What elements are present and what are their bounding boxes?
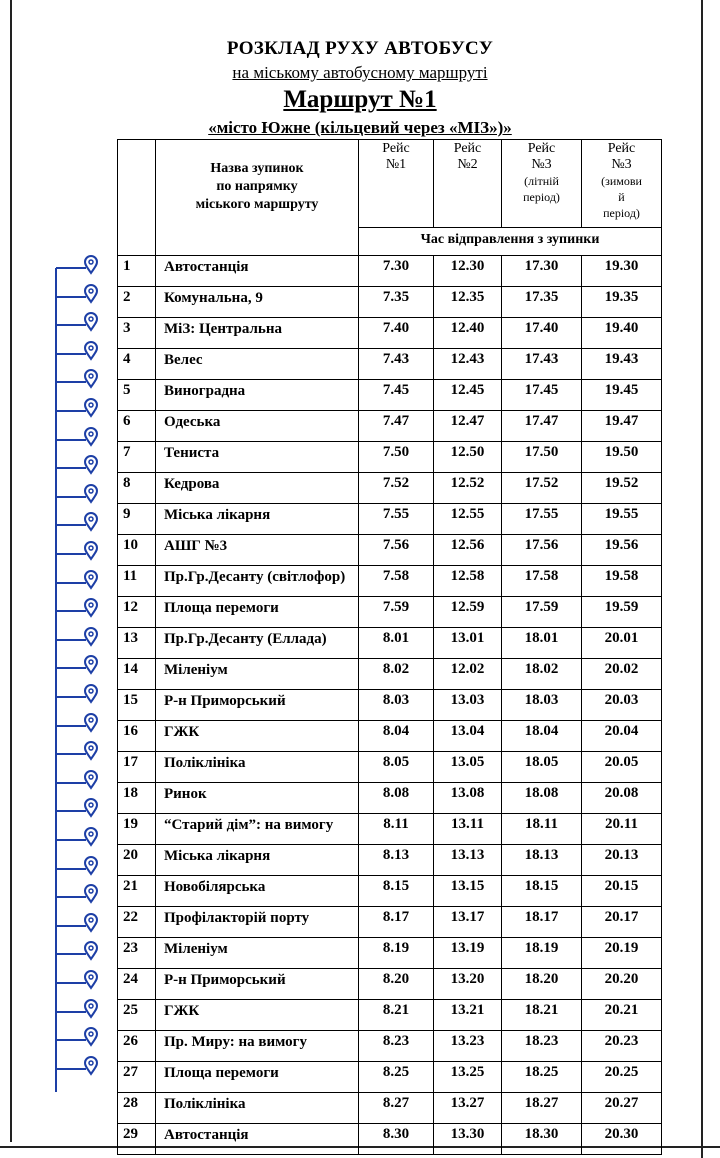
stop-number: 3 — [118, 318, 156, 349]
departure-time: 19.55 — [582, 504, 662, 535]
map-pin-icon — [56, 484, 106, 506]
departure-time: 19.35 — [582, 287, 662, 318]
departure-time: 20.23 — [582, 1031, 662, 1062]
departure-time: 13.17 — [434, 907, 502, 938]
stop-number: 28 — [118, 1093, 156, 1124]
departure-time: 18.25 — [502, 1062, 582, 1093]
stop-name: Пр.Гр.Десанту (світлофор) — [156, 566, 359, 597]
departure-time: 18.21 — [502, 1000, 582, 1031]
departure-time: 20.13 — [582, 845, 662, 876]
table-row — [118, 721, 662, 752]
departure-time: 18.13 — [502, 845, 582, 876]
departure-time: 20.04 — [582, 721, 662, 752]
departure-time: 20.05 — [582, 752, 662, 783]
stop-number: 2 — [118, 287, 156, 318]
number-header-cell — [118, 140, 156, 256]
header-row — [118, 140, 662, 228]
stop-number: 29 — [118, 1124, 156, 1155]
table-row — [118, 442, 662, 473]
departure-time: 8.04 — [359, 721, 434, 752]
map-pin-icon — [56, 369, 106, 391]
departure-time: 13.20 — [434, 969, 502, 1000]
table-row — [118, 752, 662, 783]
stop-number: 15 — [118, 690, 156, 721]
departure-time-label: Час відправлення з зупинки — [359, 228, 662, 256]
departure-time: 17.58 — [502, 566, 582, 597]
stop-name: ГЖК — [156, 1000, 359, 1031]
departure-time: 19.45 — [582, 380, 662, 411]
map-pin-icon — [56, 627, 106, 649]
stop-name: МіЗ: Центральна — [156, 318, 359, 349]
run-3-summer-header — [502, 140, 582, 228]
table-row — [118, 1062, 662, 1093]
departure-time: 17.43 — [502, 349, 582, 380]
stop-number: 19 — [118, 814, 156, 845]
run-header-line: період) — [603, 206, 640, 220]
run-header-line: №3 — [611, 157, 632, 172]
map-pin-icon — [56, 1056, 106, 1078]
stop-number: 21 — [118, 876, 156, 907]
departure-time: 8.21 — [359, 1000, 434, 1031]
stop-number: 5 — [118, 380, 156, 411]
table-row — [118, 907, 662, 938]
departure-time: 17.56 — [502, 535, 582, 566]
departure-time: 20.20 — [582, 969, 662, 1000]
stop-name: Одеська — [156, 411, 359, 442]
map-pin-icon — [56, 655, 106, 677]
departure-time: 18.02 — [502, 659, 582, 690]
departure-time: 12.43 — [434, 349, 502, 380]
departure-time: 13.23 — [434, 1031, 502, 1062]
departure-time: 8.08 — [359, 783, 434, 814]
departure-time: 19.40 — [582, 318, 662, 349]
map-pin-icon — [56, 455, 106, 477]
table-row — [118, 349, 662, 380]
table-row — [118, 1124, 662, 1155]
document-title: РОЗКЛАД РУХУ АВТОБУСУ — [226, 38, 494, 59]
map-pin-icon — [56, 741, 106, 763]
table-row — [118, 597, 662, 628]
departure-time: 17.59 — [502, 597, 582, 628]
stop-number: 22 — [118, 907, 156, 938]
map-pin-icon — [56, 827, 106, 849]
departure-time: 7.40 — [359, 318, 434, 349]
departure-time: 7.55 — [359, 504, 434, 535]
run-header-line: (літній — [524, 174, 559, 188]
departure-time: 17.35 — [502, 287, 582, 318]
departure-time: 18.11 — [502, 814, 582, 845]
run-header-line: Рейс — [453, 141, 482, 156]
departure-time: 12.55 — [434, 504, 502, 535]
table-row — [118, 287, 662, 318]
map-pin-icon — [56, 684, 106, 706]
map-pin-icon — [56, 770, 106, 792]
departure-time: 18.05 — [502, 752, 582, 783]
departure-time: 20.03 — [582, 690, 662, 721]
stop-name: “Старий дім”: на вимогу — [156, 814, 359, 845]
run-header-line: й — [618, 190, 625, 204]
stop-name: Поліклініка — [156, 752, 359, 783]
departure-time: 7.52 — [359, 473, 434, 504]
departure-time: 13.08 — [434, 783, 502, 814]
map-pin-icon — [56, 570, 106, 592]
stop-number: 27 — [118, 1062, 156, 1093]
departure-time: 8.15 — [359, 876, 434, 907]
departure-time: 13.27 — [434, 1093, 502, 1124]
stop-name: Площа перемоги — [156, 1062, 359, 1093]
departure-time: 13.15 — [434, 876, 502, 907]
map-pin-icon — [56, 884, 106, 906]
departure-time: 20.15 — [582, 876, 662, 907]
departure-time: 19.47 — [582, 411, 662, 442]
departure-time: 7.45 — [359, 380, 434, 411]
table-row — [118, 380, 662, 411]
departure-time: 8.25 — [359, 1062, 434, 1093]
table-row — [118, 845, 662, 876]
schedule-table — [117, 139, 662, 1155]
page-border-right — [701, 0, 703, 1158]
departure-time: 8.13 — [359, 845, 434, 876]
stop-name: Площа перемоги — [156, 597, 359, 628]
departure-time: 7.35 — [359, 287, 434, 318]
departure-time: 20.08 — [582, 783, 662, 814]
stop-name: Міленіум — [156, 659, 359, 690]
map-pin-icon — [56, 941, 106, 963]
stop-name: Міленіум — [156, 938, 359, 969]
table-row — [118, 969, 662, 1000]
departure-time: 19.58 — [582, 566, 662, 597]
map-pin-icon — [56, 512, 106, 534]
departure-time: 18.08 — [502, 783, 582, 814]
run-2-header — [434, 140, 502, 228]
departure-time: 7.58 — [359, 566, 434, 597]
stop-number: 25 — [118, 1000, 156, 1031]
table-row — [118, 473, 662, 504]
table-row — [118, 938, 662, 969]
map-pin-icon — [56, 1027, 106, 1049]
departure-time: 18.19 — [502, 938, 582, 969]
departure-time: 18.23 — [502, 1031, 582, 1062]
departure-time: 18.04 — [502, 721, 582, 752]
table-row — [118, 256, 662, 287]
stop-number: 24 — [118, 969, 156, 1000]
departure-time: 12.35 — [434, 287, 502, 318]
stop-name: Тениста — [156, 442, 359, 473]
departure-time: 8.05 — [359, 752, 434, 783]
map-pin-icon — [56, 913, 106, 935]
departure-time: 8.11 — [359, 814, 434, 845]
table-row — [118, 783, 662, 814]
stop-name: Автостанція — [156, 1124, 359, 1155]
stop-name: Кедрова — [156, 473, 359, 504]
stop-name-header — [156, 140, 359, 256]
table-row — [118, 628, 662, 659]
stop-number: 26 — [118, 1031, 156, 1062]
departure-time: 8.02 — [359, 659, 434, 690]
departure-time: 8.30 — [359, 1124, 434, 1155]
stop-header-line: по напрямку — [216, 179, 298, 194]
run-header-line: період) — [523, 190, 560, 204]
departure-time: 20.17 — [582, 907, 662, 938]
departure-time: 8.23 — [359, 1031, 434, 1062]
run-header-line: №3 — [531, 157, 552, 172]
map-pin-icon — [56, 713, 106, 735]
stop-name: ГЖК — [156, 721, 359, 752]
run-header-line: (зимови — [601, 174, 642, 188]
departure-time: 13.30 — [434, 1124, 502, 1155]
table-row — [118, 318, 662, 349]
departure-time: 20.25 — [582, 1062, 662, 1093]
departure-time: 17.30 — [502, 256, 582, 287]
stop-number: 7 — [118, 442, 156, 473]
departure-time: 7.30 — [359, 256, 434, 287]
map-pin-icon — [56, 255, 106, 277]
stop-number: 12 — [118, 597, 156, 628]
stop-name: Профілакторій порту — [156, 907, 359, 938]
table-row — [118, 814, 662, 845]
departure-time: 19.30 — [582, 256, 662, 287]
departure-time: 13.01 — [434, 628, 502, 659]
run-header-line: Рейс — [382, 141, 410, 156]
map-pin-icon — [56, 598, 106, 620]
departure-time: 12.47 — [434, 411, 502, 442]
stop-name: Новобілярська — [156, 876, 359, 907]
departure-time: 12.02 — [434, 659, 502, 690]
map-pin-icon — [56, 312, 106, 334]
departure-time: 8.19 — [359, 938, 434, 969]
table-row — [118, 659, 662, 690]
stop-name: Пр. Миру: на вимогу — [156, 1031, 359, 1062]
run-3-winter-header — [582, 140, 662, 228]
departure-time: 20.02 — [582, 659, 662, 690]
stop-name: Велес — [156, 349, 359, 380]
table-row — [118, 876, 662, 907]
stop-number: 14 — [118, 659, 156, 690]
departure-time: 12.50 — [434, 442, 502, 473]
departure-time: 17.47 — [502, 411, 582, 442]
map-pin-icon — [56, 999, 106, 1021]
departure-time: 12.56 — [434, 535, 502, 566]
departure-time: 18.27 — [502, 1093, 582, 1124]
run-header-line: Рейс — [527, 141, 556, 156]
departure-time: 17.52 — [502, 473, 582, 504]
departure-time: 19.52 — [582, 473, 662, 504]
departure-time: 17.40 — [502, 318, 582, 349]
run-header-line: №1 — [385, 157, 407, 172]
departure-time: 18.20 — [502, 969, 582, 1000]
departure-time: 18.01 — [502, 628, 582, 659]
stop-name: Поліклініка — [156, 1093, 359, 1124]
departure-time: 13.19 — [434, 938, 502, 969]
stop-number: 1 — [118, 256, 156, 287]
table-row — [118, 535, 662, 566]
departure-time: 12.52 — [434, 473, 502, 504]
stop-name: Комунальна, 9 — [156, 287, 359, 318]
route-description: «місто Южне (кільцевий через «МІЗ»)» — [208, 118, 512, 137]
departure-time: 12.30 — [434, 256, 502, 287]
departure-time: 13.11 — [434, 814, 502, 845]
departure-time: 13.25 — [434, 1062, 502, 1093]
departure-time: 17.55 — [502, 504, 582, 535]
departure-time: 20.27 — [582, 1093, 662, 1124]
stop-name: Виноградна — [156, 380, 359, 411]
stop-number: 6 — [118, 411, 156, 442]
departure-time: 8.27 — [359, 1093, 434, 1124]
table-row — [118, 504, 662, 535]
departure-time: 20.30 — [582, 1124, 662, 1155]
departure-time: 19.43 — [582, 349, 662, 380]
departure-time: 20.11 — [582, 814, 662, 845]
departure-time: 13.04 — [434, 721, 502, 752]
stop-number: 18 — [118, 783, 156, 814]
departure-time: 13.03 — [434, 690, 502, 721]
stop-number: 4 — [118, 349, 156, 380]
departure-time: 17.50 — [502, 442, 582, 473]
stop-name: Пр.Гр.Десанту (Еллада) — [156, 628, 359, 659]
map-pin-icon — [56, 284, 106, 306]
departure-time: 18.15 — [502, 876, 582, 907]
document-subtitle: на міському автобусному маршруті — [232, 63, 488, 82]
stop-number: 16 — [118, 721, 156, 752]
stop-number: 13 — [118, 628, 156, 659]
departure-time: 7.59 — [359, 597, 434, 628]
stop-number: 20 — [118, 845, 156, 876]
stop-name: Автостанція — [156, 256, 359, 287]
table-row — [118, 1000, 662, 1031]
departure-time: 12.58 — [434, 566, 502, 597]
stop-number: 8 — [118, 473, 156, 504]
table-row — [118, 566, 662, 597]
stop-name: Міська лікарня — [156, 845, 359, 876]
run-header-line: Рейс — [607, 141, 636, 156]
stop-number: 23 — [118, 938, 156, 969]
map-pin-icon — [56, 970, 106, 992]
departure-time: 19.59 — [582, 597, 662, 628]
departure-time: 18.30 — [502, 1124, 582, 1155]
stop-name: Р-н Приморський — [156, 969, 359, 1000]
departure-time: 12.40 — [434, 318, 502, 349]
map-pin-icon — [56, 341, 106, 363]
run-header-line: №2 — [457, 157, 478, 172]
departure-time: 8.17 — [359, 907, 434, 938]
departure-time: 8.03 — [359, 690, 434, 721]
stop-name: Міська лікарня — [156, 504, 359, 535]
page-border-left — [10, 0, 12, 1142]
stop-name: Р-н Приморський — [156, 690, 359, 721]
stop-name: Ринок — [156, 783, 359, 814]
table-row — [118, 1031, 662, 1062]
departure-time: 19.50 — [582, 442, 662, 473]
departure-time: 13.13 — [434, 845, 502, 876]
departure-time: 12.45 — [434, 380, 502, 411]
route-title: Маршрут №1 — [283, 86, 437, 113]
departure-time: 20.01 — [582, 628, 662, 659]
departure-time: 13.21 — [434, 1000, 502, 1031]
stop-name: АШГ №3 — [156, 535, 359, 566]
departure-time: 7.50 — [359, 442, 434, 473]
departure-time: 20.21 — [582, 1000, 662, 1031]
departure-time: 8.20 — [359, 969, 434, 1000]
departure-time: 13.05 — [434, 752, 502, 783]
departure-time: 8.01 — [359, 628, 434, 659]
route-line — [55, 268, 57, 1092]
map-pin-icon — [56, 427, 106, 449]
table-row — [118, 1093, 662, 1124]
departure-time: 12.59 — [434, 597, 502, 628]
run-1-header — [359, 140, 434, 228]
map-pin-icon — [56, 856, 106, 878]
stop-number: 9 — [118, 504, 156, 535]
departure-time: 18.03 — [502, 690, 582, 721]
stop-number: 10 — [118, 535, 156, 566]
departure-time: 7.47 — [359, 411, 434, 442]
stop-header-line: Назва зупинок — [210, 161, 304, 176]
departure-time: 7.56 — [359, 535, 434, 566]
departure-time: 20.19 — [582, 938, 662, 969]
table-row — [118, 690, 662, 721]
stop-number: 11 — [118, 566, 156, 597]
stop-number: 17 — [118, 752, 156, 783]
map-pin-icon — [56, 541, 106, 563]
map-pin-icon — [56, 798, 106, 820]
departure-time: 17.45 — [502, 380, 582, 411]
table-row — [118, 411, 662, 442]
departure-time: 19.56 — [582, 535, 662, 566]
departure-time: 18.17 — [502, 907, 582, 938]
map-pin-icon — [56, 398, 106, 420]
departure-time: 7.43 — [359, 349, 434, 380]
stop-header-line: міського маршруту — [195, 197, 319, 212]
